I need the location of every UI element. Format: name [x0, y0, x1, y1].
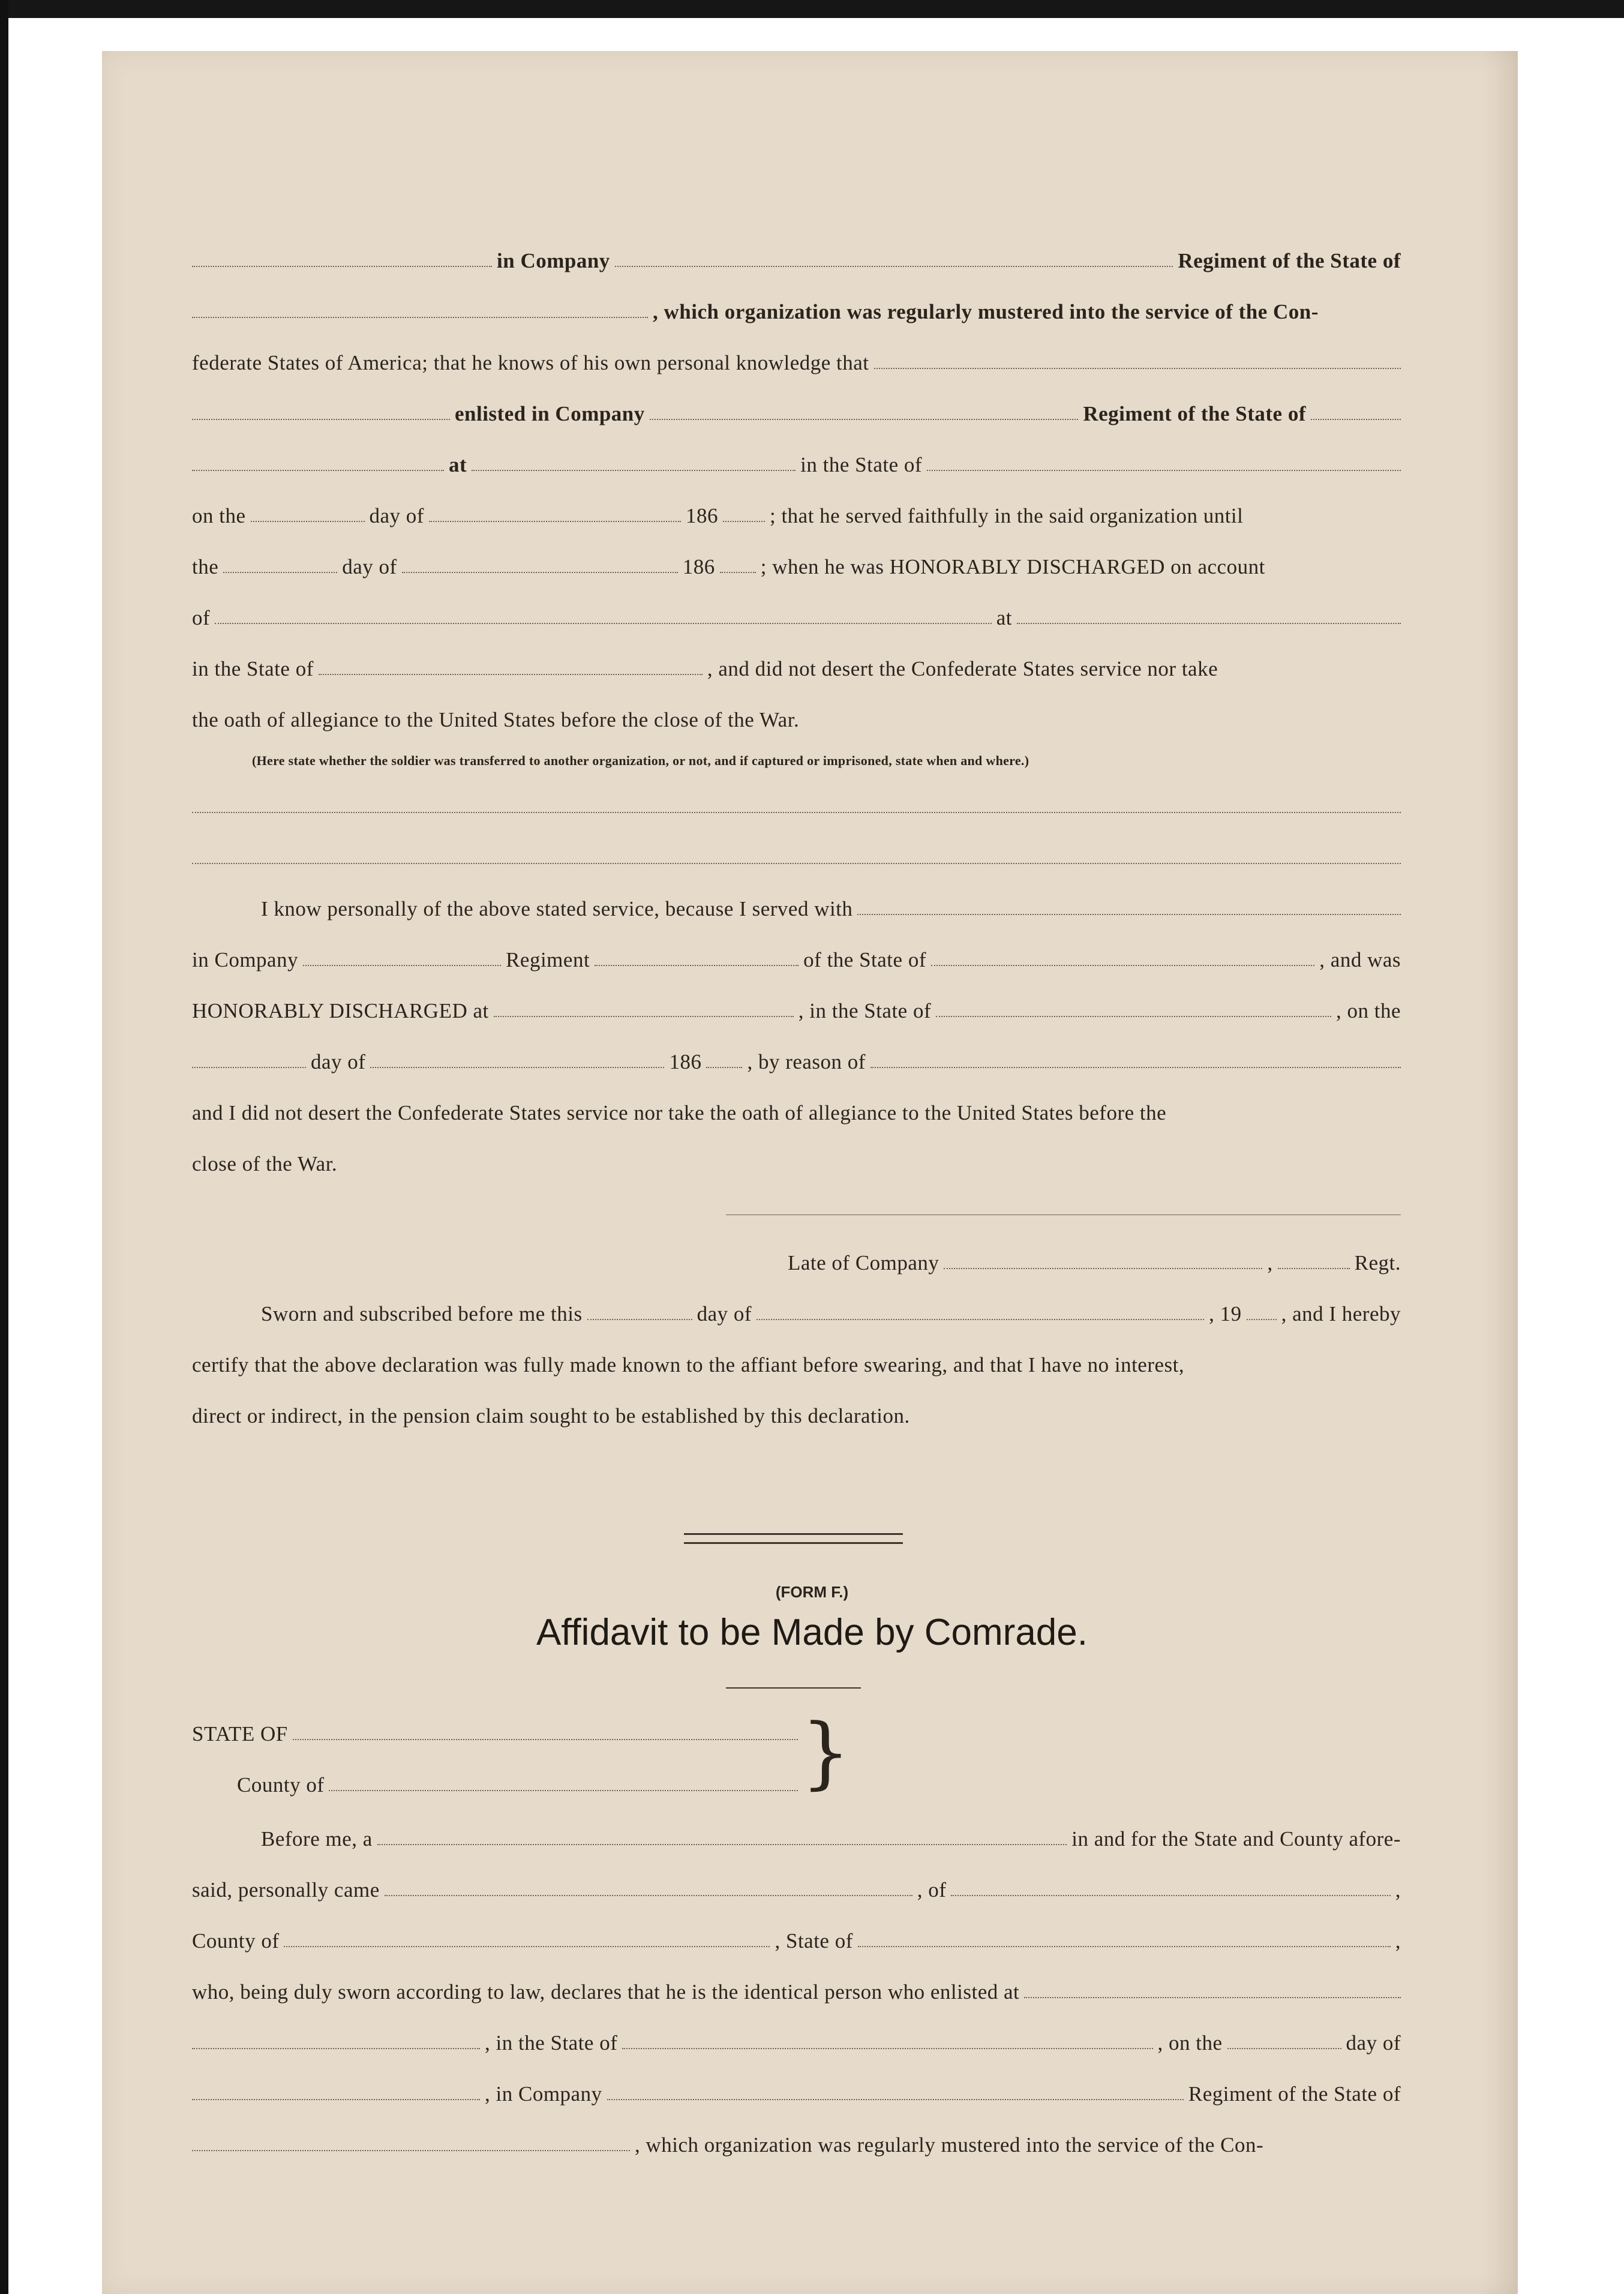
blank-field[interactable] — [1278, 1268, 1350, 1269]
text: , — [1395, 1929, 1401, 1953]
blank-field[interactable] — [284, 1946, 770, 1947]
blank-field[interactable] — [944, 1268, 1262, 1269]
text: of the State of — [803, 948, 926, 971]
blank-field[interactable] — [650, 419, 1079, 420]
blank-field[interactable] — [870, 1067, 1401, 1068]
scan-border-left — [0, 0, 8, 2294]
text: 186 — [669, 1050, 702, 1073]
instruction-note: (Here state whether the soldier was transferred to another organization, or not, and if captured or imprisoned, state when and where.) — [252, 753, 1029, 768]
blank-field[interactable] — [494, 1016, 794, 1017]
text: day of — [697, 1302, 752, 1326]
blank-field[interactable] — [192, 419, 450, 420]
text: 186 — [682, 555, 715, 578]
blank-field[interactable] — [858, 1946, 1391, 1947]
blank-field[interactable] — [472, 470, 796, 471]
text: direct or indirect, in the pension claim sought to be established by this declaration. — [192, 1404, 910, 1428]
text: close of the War. — [192, 1152, 338, 1176]
text: who, being duly sworn according to law, declares that he is the identical person who enlisted at — [192, 1980, 1020, 2004]
text: , and was — [1319, 948, 1401, 971]
text: day of — [369, 504, 424, 527]
venue-county-label: County of — [237, 1773, 325, 1797]
text: day of — [342, 555, 397, 578]
blank-field[interactable] — [319, 674, 703, 675]
text: Regt. — [1354, 1251, 1401, 1275]
blank-field[interactable] — [192, 266, 492, 267]
text: and I did not desert the Confederate States service nor take the oath of allegiance to the United States before the — [192, 1101, 1167, 1124]
blank-field[interactable] — [757, 1319, 1204, 1320]
text: day of — [1346, 2031, 1401, 2055]
text: , by reason of — [747, 1050, 866, 1073]
text: Regiment — [506, 948, 590, 971]
text: in Company — [497, 249, 610, 272]
venue-brace: } — [801, 1707, 851, 1798]
text: federate States of America; that he knows of his own personal knowledge that — [192, 351, 869, 374]
text: at — [996, 606, 1012, 629]
blank-field[interactable] — [595, 965, 799, 966]
blank-field[interactable] — [192, 470, 444, 471]
county-field[interactable] — [329, 1790, 798, 1791]
blank-field[interactable] — [402, 572, 678, 573]
blank-field[interactable] — [385, 1895, 912, 1896]
blank-field[interactable] — [931, 965, 1314, 966]
blank-field[interactable] — [192, 2099, 480, 2100]
blank-field[interactable] — [936, 1016, 1331, 1017]
blank-field[interactable] — [1017, 623, 1401, 624]
text: , State of — [775, 1929, 853, 1953]
form-title: Affidavit to be Made by Comrade. — [536, 1612, 1088, 1653]
blank-field[interactable] — [706, 1067, 742, 1068]
text: Regiment of the State of — [1178, 249, 1401, 272]
blank-field[interactable] — [192, 2150, 630, 2151]
blank-field[interactable] — [857, 914, 1401, 915]
blank-field[interactable] — [192, 1067, 306, 1068]
text: HONORABLY DISCHARGED at — [192, 999, 489, 1022]
blank-field[interactable] — [723, 521, 765, 522]
text: at — [449, 453, 467, 476]
blank-field[interactable] — [927, 470, 1401, 471]
text: on the — [192, 504, 246, 527]
text: day of — [311, 1050, 366, 1073]
text: in the State of — [800, 453, 923, 476]
text: ; when he was HONORABLY DISCHARGED on account — [760, 555, 1265, 578]
title-underline — [726, 1687, 861, 1689]
text: in Company — [192, 948, 299, 971]
blank-field[interactable] — [370, 1067, 664, 1068]
text: , on the — [1157, 2031, 1223, 2055]
scan-border-top — [0, 0, 1624, 18]
text: , on the — [1335, 999, 1401, 1022]
form-id: (FORM F.) — [775, 1583, 849, 1601]
text: said, personally came — [192, 1878, 380, 1902]
text: , — [1267, 1251, 1273, 1275]
blank-field[interactable] — [615, 266, 1173, 267]
text: , in the State of — [485, 2031, 618, 2055]
text: , 19 — [1209, 1302, 1242, 1326]
blank-field[interactable] — [303, 965, 501, 966]
blank-field[interactable] — [587, 1319, 692, 1320]
state-field[interactable] — [293, 1739, 798, 1740]
text: , which organization was regularly mustered into the service of the Con- — [635, 2133, 1264, 2157]
text: ; that he served faithfully in the said organization until — [769, 504, 1244, 527]
text: Before me, a — [261, 1827, 373, 1851]
text: certify that the above declaration was fully made known to the affiant before swearing, and that I have no interest, — [192, 1353, 1185, 1377]
section-divider — [684, 1533, 903, 1544]
blank-field[interactable] — [192, 863, 1401, 864]
text: Regiment of the State of — [1188, 2082, 1401, 2106]
text: , of — [917, 1878, 947, 1902]
blank-field[interactable] — [429, 521, 681, 522]
text: in the State of — [192, 657, 314, 680]
blank-field[interactable] — [223, 572, 337, 573]
blank-field[interactable] — [192, 2048, 480, 2049]
blank-field[interactable] — [251, 521, 365, 522]
text: Regiment of the State of — [1083, 402, 1306, 425]
blank-field[interactable] — [192, 317, 648, 318]
blank-field[interactable] — [720, 572, 756, 573]
text: , — [1395, 1878, 1401, 1902]
blank-field[interactable] — [377, 1844, 1067, 1845]
text: the — [192, 555, 219, 578]
text: of — [192, 606, 211, 629]
text: Late of Company — [788, 1251, 939, 1275]
blank-field[interactable] — [1227, 2048, 1341, 2049]
text: I know personally of the above stated service, because I served with — [261, 897, 853, 920]
blank-field[interactable] — [192, 812, 1401, 813]
text: enlisted in Company — [455, 402, 645, 425]
blank-field[interactable] — [1311, 419, 1401, 420]
blank-field[interactable] — [622, 2048, 1152, 2049]
text: in and for the State and County afore- — [1071, 1827, 1401, 1851]
blank-field[interactable] — [874, 368, 1401, 369]
text: , and I hereby — [1281, 1302, 1401, 1326]
blank-field[interactable] — [215, 623, 992, 624]
blank-field[interactable] — [607, 2099, 1184, 2100]
blank-field[interactable] — [1024, 1997, 1401, 1998]
text: , in Company — [485, 2082, 602, 2106]
text: 186 — [685, 504, 718, 527]
text: Sworn and subscribed before me this — [261, 1302, 583, 1326]
venue-state-label: STATE OF — [192, 1722, 288, 1746]
text: , which organization was regularly mustered into the service of the Con- — [653, 300, 1319, 323]
blank-field[interactable] — [951, 1895, 1390, 1896]
paper-edge-shadow — [1482, 51, 1518, 2294]
text: , in the State of — [798, 999, 932, 1022]
text: County of — [192, 1929, 280, 1953]
blank-field[interactable] — [1247, 1319, 1277, 1320]
text: , and did not desert the Confederate States service nor take — [707, 657, 1218, 680]
text: the oath of allegiance to the United States before the close of the War. — [192, 708, 800, 731]
